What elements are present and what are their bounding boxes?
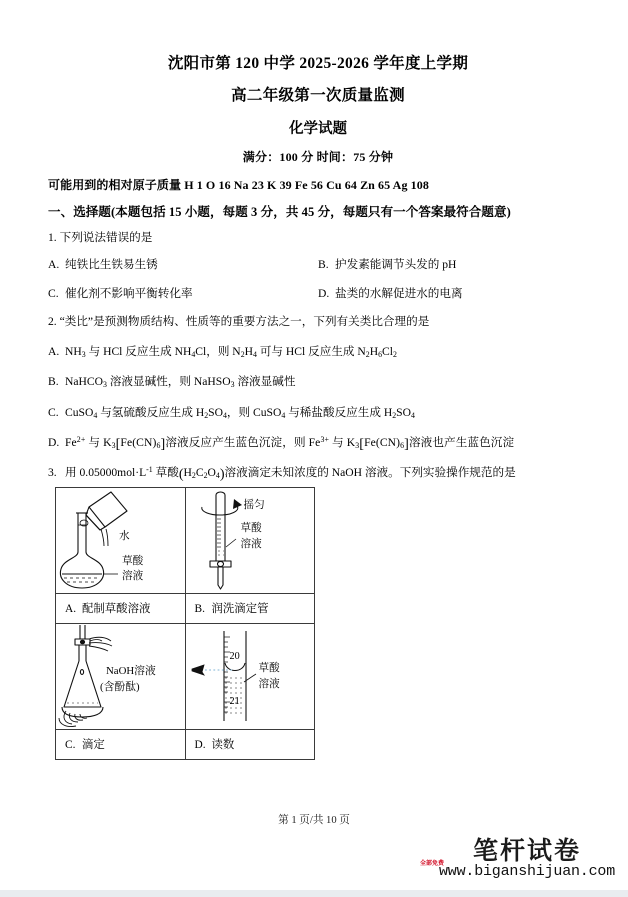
question-2-option-c [48,405,588,421]
figure-cell-a [56,487,186,593]
question-3-text: 用 $0.05000mol\cdot L^{-1}$ 草酸$(H_2C_2O_4)$溶液滴定未知浓度的 NaOH 溶液。下列实验操作规范的是 [65,465,516,482]
question-2-option-d [48,435,588,451]
caption-cell-b [185,593,315,623]
titration-figure [56,625,186,728]
question-1-options-row-2 [48,286,588,302]
option-label: A. [65,603,77,616]
score-time-line: 满分：100 分 时间：75 分钟 [242,149,394,164]
page-title: 沈阳市第 120 中学 2025-2026 学年度上学期 [167,55,469,72]
figure-label-oxalic: 草酸 [240,522,262,534]
figure-label-shake: 摇匀 [243,499,265,511]
option-label: B. [48,375,59,389]
option-text: 催化剂不影响平衡转化率 [65,286,193,300]
burette-scale-icon [186,625,316,728]
option-label: D. [48,435,60,449]
eye-icon [192,665,204,675]
question-1-stem: 1. 下列说法错误的是 [48,230,153,244]
exam-title: 高二年级第一次质量监测 [231,87,405,105]
option-formula-a: $NH_3$ 与 HCl 反应生成 $NH_4Cl$，则 $N_2H_4$ 可与 HCl 反应生成 $N_2H_6Cl_2$ [65,345,397,360]
figure-label-oxalic: 草酸 [122,555,144,567]
figure-cell-b [185,487,315,593]
page-footer: 第 1 页/共 10 页 [278,815,350,826]
caption-text: 读数 [211,739,235,752]
figure-label-oxalic: 草酸 [258,662,280,674]
figure-label-solution: 溶液 [258,678,280,690]
figure-label-phenolphthalein: (含酚酞) [100,680,140,693]
option-label: A. [48,345,60,359]
figure-label-mark-20: 20 [229,650,240,662]
option-formula-b: NaHCO$_3$ 溶液显碱性，则 NaHSO$_3$ 溶液显碱性 [65,375,296,390]
caption-text: 配制草酸溶液 [82,603,151,616]
bottom-rule [0,890,628,897]
option-label: C. [65,739,76,752]
relative-atomic-mass-line: 可能用到的相对原子质量 H 1 O 16 Na 23 K 39 Fe 56 Cu 64 Zn 65 Ag 108 [48,177,429,192]
figure-label-solution: 溶液 [122,570,144,582]
option-label: D. [194,739,206,752]
watermark-url: www.biganshijuan.com [438,863,616,880]
table-row-figures-2 [56,623,315,729]
option-formula-d: $Fe^{2+}$ 与 $K_3[Fe(CN)_6]$溶液反应产生蓝色沉淀，则 $Fe^{3+}$ 与 $K_3[Fe(CN)_6]$溶液也产生蓝色沉淀 [65,434,515,452]
watermark-brand: 笔杆试卷 [472,836,581,865]
caption-text: 润洗滴定管 [211,603,269,616]
table-row-captions-1 [56,593,315,623]
figure-cell-d [185,623,315,729]
question-3-stem [48,465,588,481]
caption-cell-a [56,593,186,623]
question-2-option-a [48,344,588,360]
option-label: C. [48,286,59,300]
question-2-option-b [48,374,588,390]
question-2-stem: 2. “类比”是预测物质结构、性质等的重要方法之一，下列有关类比合理的是 [48,315,430,329]
caption-text: 滴定 [82,739,105,752]
figure-label-water: 水 [119,530,130,542]
burette-reading-figure [186,625,316,728]
table-row-figures-1 [56,487,315,593]
watermark [420,836,622,880]
option-label: B. [194,603,205,616]
figure-label-naoh: NaOH溶液 [106,664,156,677]
option-text: 护发素能调节头发的 pH [335,258,457,272]
volumetric-flask-figure [56,489,186,592]
question-number: 3. [48,465,57,479]
figure-label-solution: 溶液 [240,538,262,550]
subject-title: 化学试题 [289,120,347,137]
experiment-operations-table [55,487,315,760]
option-label: A. [48,258,60,272]
caption-cell-c [56,729,186,759]
option-label: B. [318,258,329,272]
option-text: 纯铁比生铁易生锈 [65,258,158,272]
section-heading-choice: 一、选择题(本题包括 15 小题，每题 3 分，共 45 分，每题只有一个答案最符合题意) [48,204,511,219]
question-1-option-c [48,286,318,302]
question-1-option-d [318,286,588,302]
option-label: D. [318,286,330,300]
caption-cell-d [185,729,315,759]
watermark-free-badge: 全部免费 [420,860,445,867]
option-formula-c: CuSO$_4$ 与氢硫酸反应生成 $H_2SO_4$，则 CuSO$_4$ 与稀盐酸反应生成 $H_2SO_4$ [65,405,415,420]
figure-cell-c [56,623,186,729]
question-1-option-a [48,257,318,273]
question-1-options-row-1 [48,257,588,273]
option-label: C. [48,405,59,419]
burette-shake-figure [186,489,316,592]
option-text: 盐类的水解促进水的电离 [335,286,463,300]
page-content [48,52,588,760]
figure-label-mark-21: 21 [229,695,240,707]
question-1-option-b [318,257,588,273]
table-row-captions-2 [56,729,315,759]
